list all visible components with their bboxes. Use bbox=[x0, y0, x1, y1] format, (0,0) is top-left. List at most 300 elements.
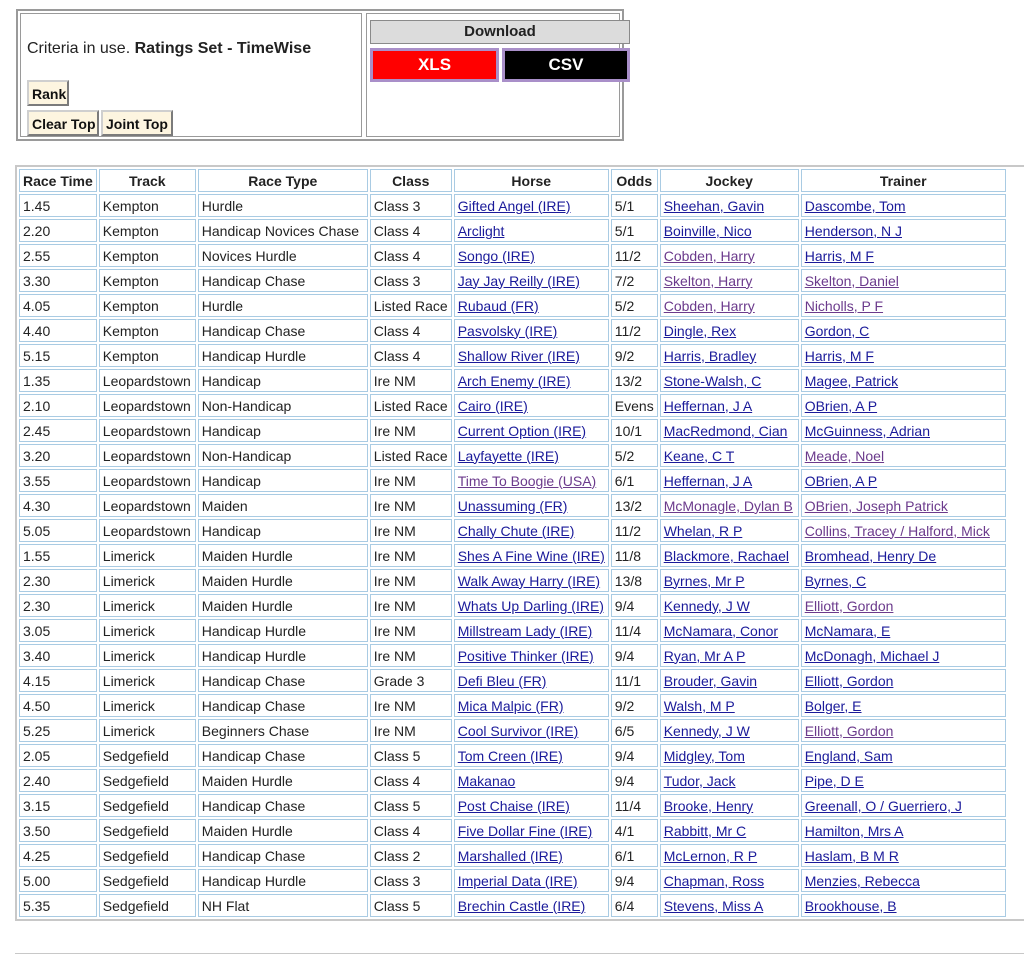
track-cell: Limerick bbox=[99, 594, 196, 617]
odds-cell: 9/4 bbox=[611, 744, 658, 767]
class-cell: Class 3 bbox=[370, 194, 452, 217]
jockey-link[interactable]: Stone-Walsh, C bbox=[663, 372, 762, 389]
track-cell: Sedgefield bbox=[99, 794, 196, 817]
trainer-link[interactable]: Henderson, N J bbox=[804, 222, 902, 239]
race-type-cell: Handicap Chase bbox=[198, 669, 368, 692]
race-type-cell: Maiden bbox=[198, 494, 368, 517]
jockey-link[interactable]: Tudor, Jack bbox=[663, 772, 736, 789]
trainer-cell bbox=[801, 269, 1006, 292]
rank-button[interactable]: Rank bbox=[27, 80, 69, 106]
trainer-link[interactable]: Bolger, E bbox=[804, 697, 862, 714]
race-time-cell: 4.05 bbox=[19, 294, 97, 317]
jockey-link[interactable]: McLernon, R P bbox=[663, 847, 758, 864]
jockey-link[interactable]: Kennedy, J W bbox=[663, 722, 750, 739]
horse-link[interactable]: Arch Enemy (IRE) bbox=[457, 372, 571, 389]
races-table-container bbox=[15, 165, 1024, 921]
horse-link[interactable]: Millstream Lady (IRE) bbox=[457, 622, 593, 639]
horse-link[interactable]: Tom Creen (IRE) bbox=[457, 747, 563, 764]
class-cell: Listed Race bbox=[370, 294, 452, 317]
jockey-link[interactable]: Midgley, Tom bbox=[663, 747, 745, 764]
jockey-cell bbox=[660, 294, 799, 317]
race-time-cell: 4.50 bbox=[19, 694, 97, 717]
track-cell: Kempton bbox=[99, 194, 196, 217]
jockey-cell bbox=[660, 894, 799, 917]
jockey-link[interactable]: Cobden, Harry bbox=[663, 297, 755, 314]
horse-link[interactable]: Layfayette (IRE) bbox=[457, 447, 559, 464]
jockey-link[interactable]: Dingle, Rex bbox=[663, 322, 737, 339]
jockey-link[interactable]: Ryan, Mr A P bbox=[663, 647, 746, 664]
trainer-cell bbox=[801, 769, 1006, 792]
race-type-cell: Non-Handicap bbox=[198, 444, 368, 467]
trainer-link[interactable]: McNamara, E bbox=[804, 622, 891, 639]
race-type-cell: Hurdle bbox=[198, 194, 368, 217]
class-cell: Ire NM bbox=[370, 569, 452, 592]
horse-cell bbox=[454, 869, 609, 892]
track-cell: Sedgefield bbox=[99, 744, 196, 767]
trainer-link[interactable]: Bromhead, Henry De bbox=[804, 547, 937, 564]
jockey-cell bbox=[660, 644, 799, 667]
jockey-cell bbox=[660, 394, 799, 417]
trainer-link[interactable]: OBrien, Joseph Patrick bbox=[804, 497, 948, 514]
joint-top-button[interactable]: Joint Top bbox=[101, 110, 173, 136]
trainer-cell bbox=[801, 469, 1006, 492]
horse-cell bbox=[454, 819, 609, 842]
trainer-cell bbox=[801, 644, 1006, 667]
race-type-cell: Maiden Hurdle bbox=[198, 544, 368, 567]
track-cell: Leopardstown bbox=[99, 519, 196, 542]
class-cell: Class 5 bbox=[370, 794, 452, 817]
odds-cell: 7/2 bbox=[611, 269, 658, 292]
class-cell: Class 5 bbox=[370, 894, 452, 917]
track-cell: Sedgefield bbox=[99, 819, 196, 842]
odds-cell: Evens bbox=[611, 394, 658, 417]
table-row bbox=[19, 744, 1006, 767]
table-row bbox=[19, 569, 1006, 592]
trainer-cell bbox=[801, 319, 1006, 342]
jockey-link[interactable]: McNamara, Conor bbox=[663, 622, 779, 639]
horse-link[interactable]: Walk Away Harry (IRE) bbox=[457, 572, 601, 589]
jockey-link[interactable]: Heffernan, J A bbox=[663, 472, 753, 489]
jockey-link[interactable]: Boinville, Nico bbox=[663, 222, 752, 239]
horse-cell bbox=[454, 569, 609, 592]
horse-link[interactable]: Gifted Angel (IRE) bbox=[457, 197, 571, 214]
odds-cell: 5/1 bbox=[611, 219, 658, 242]
class-cell: Ire NM bbox=[370, 469, 452, 492]
race-time-cell: 1.35 bbox=[19, 369, 97, 392]
race-time-cell: 5.35 bbox=[19, 894, 97, 917]
trainer-link[interactable]: Magee, Patrick bbox=[804, 372, 899, 389]
bottom-divider bbox=[15, 953, 1024, 954]
horse-link[interactable]: Makanao bbox=[457, 772, 516, 789]
horse-cell bbox=[454, 744, 609, 767]
class-cell: Class 4 bbox=[370, 219, 452, 242]
race-time-cell: 3.20 bbox=[19, 444, 97, 467]
trainer-cell bbox=[801, 844, 1006, 867]
horse-cell bbox=[454, 769, 609, 792]
class-cell: Listed Race bbox=[370, 444, 452, 467]
race-type-cell: Handicap Hurdle bbox=[198, 644, 368, 667]
trainer-link[interactable]: OBrien, A P bbox=[804, 472, 878, 489]
track-cell: Limerick bbox=[99, 569, 196, 592]
table-row bbox=[19, 244, 1006, 267]
jockey-link[interactable]: Chapman, Ross bbox=[663, 872, 765, 889]
race-time-cell: 3.30 bbox=[19, 269, 97, 292]
race-time-cell: 3.55 bbox=[19, 469, 97, 492]
horse-cell bbox=[454, 469, 609, 492]
race-type-cell: Maiden Hurdle bbox=[198, 594, 368, 617]
class-cell: Class 4 bbox=[370, 244, 452, 267]
horse-link[interactable]: Mica Malpic (FR) bbox=[457, 697, 564, 714]
horse-link[interactable]: Unassuming (FR) bbox=[457, 497, 568, 514]
track-cell: Kempton bbox=[99, 294, 196, 317]
jockey-cell bbox=[660, 219, 799, 242]
horse-cell bbox=[454, 494, 609, 517]
class-cell: Class 4 bbox=[370, 819, 452, 842]
horse-cell bbox=[454, 644, 609, 667]
class-cell: Class 2 bbox=[370, 844, 452, 867]
race-time-cell: 2.40 bbox=[19, 769, 97, 792]
race-time-cell: 2.30 bbox=[19, 594, 97, 617]
jockey-link[interactable]: Blackmore, Rachael bbox=[663, 547, 789, 564]
jockey-link[interactable]: Harris, Bradley bbox=[663, 347, 757, 364]
horse-link[interactable]: Cairo (IRE) bbox=[457, 397, 528, 414]
horse-cell bbox=[454, 619, 609, 642]
odds-cell: 6/1 bbox=[611, 469, 658, 492]
trainer-cell bbox=[801, 669, 1006, 692]
track-cell: Sedgefield bbox=[99, 769, 196, 792]
race-time-cell: 1.45 bbox=[19, 194, 97, 217]
horse-cell bbox=[454, 319, 609, 342]
odds-cell: 13/8 bbox=[611, 569, 658, 592]
race-time-cell: 4.30 bbox=[19, 494, 97, 517]
trainer-cell bbox=[801, 494, 1006, 517]
track-cell: Sedgefield bbox=[99, 869, 196, 892]
horse-link[interactable]: Post Chaise (IRE) bbox=[457, 797, 570, 814]
trainer-cell bbox=[801, 719, 1006, 742]
track-cell: Limerick bbox=[99, 669, 196, 692]
track-cell: Leopardstown bbox=[99, 469, 196, 492]
race-type-cell: Handicap bbox=[198, 519, 368, 542]
horse-link[interactable]: Pasvolsky (IRE) bbox=[457, 322, 558, 339]
trainer-link[interactable]: Elliott, Gordon bbox=[804, 672, 894, 689]
odds-cell: 11/4 bbox=[611, 619, 658, 642]
odds-cell: 11/2 bbox=[611, 319, 658, 342]
table-row bbox=[19, 894, 1006, 917]
odds-cell: 4/1 bbox=[611, 819, 658, 842]
odds-cell: 13/2 bbox=[611, 369, 658, 392]
track-cell: Leopardstown bbox=[99, 394, 196, 417]
jockey-cell bbox=[660, 744, 799, 767]
jockey-link[interactable]: Byrnes, Mr P bbox=[663, 572, 745, 589]
odds-cell: 5/1 bbox=[611, 194, 658, 217]
table-row bbox=[19, 694, 1006, 717]
table-row bbox=[19, 669, 1006, 692]
horse-link[interactable]: Current Option (IRE) bbox=[457, 422, 587, 439]
jockey-cell bbox=[660, 469, 799, 492]
race-type-cell: Handicap Chase bbox=[198, 794, 368, 817]
trainer-link[interactable]: Meade, Noel bbox=[804, 447, 885, 464]
race-time-cell: 4.40 bbox=[19, 319, 97, 342]
horse-cell bbox=[454, 344, 609, 367]
horse-link[interactable]: Five Dollar Fine (IRE) bbox=[457, 822, 593, 839]
jockey-cell bbox=[660, 619, 799, 642]
jockey-link[interactable]: Rabbitt, Mr C bbox=[663, 822, 747, 839]
trainer-cell bbox=[801, 444, 1006, 467]
jockey-cell bbox=[660, 819, 799, 842]
horse-cell bbox=[454, 444, 609, 467]
horse-link[interactable]: Defi Bleu (FR) bbox=[457, 672, 547, 689]
odds-cell: 6/1 bbox=[611, 844, 658, 867]
trainer-link[interactable]: OBrien, A P bbox=[804, 397, 878, 414]
jockey-cell bbox=[660, 844, 799, 867]
trainer-link[interactable]: Harris, M F bbox=[804, 347, 874, 364]
class-cell: Grade 3 bbox=[370, 669, 452, 692]
horse-cell bbox=[454, 669, 609, 692]
trainer-link[interactable]: Greenall, O / Guerriero, J bbox=[804, 797, 962, 814]
horse-link[interactable]: Time To Boogie (USA) bbox=[457, 472, 597, 489]
class-cell: Class 3 bbox=[370, 869, 452, 892]
race-type-cell: Maiden Hurdle bbox=[198, 569, 368, 592]
jockey-cell bbox=[660, 569, 799, 592]
odds-cell: 6/5 bbox=[611, 719, 658, 742]
race-time-cell: 2.10 bbox=[19, 394, 97, 417]
jockey-link[interactable]: MacRedmond, Cian bbox=[663, 422, 788, 439]
jockey-cell bbox=[660, 694, 799, 717]
horse-link[interactable]: Marshalled (IRE) bbox=[457, 847, 563, 864]
race-type-cell: Handicap bbox=[198, 419, 368, 442]
table-row bbox=[19, 719, 1006, 742]
jockey-link[interactable]: Skelton, Harry bbox=[663, 272, 753, 289]
horse-cell bbox=[454, 594, 609, 617]
class-cell: Ire NM bbox=[370, 644, 452, 667]
table-row bbox=[19, 494, 1006, 517]
horse-link[interactable]: Cool Survivor (IRE) bbox=[457, 722, 579, 739]
trainer-link[interactable]: Elliott, Gordon bbox=[804, 722, 894, 739]
table-row bbox=[19, 219, 1006, 242]
race-time-cell: 5.05 bbox=[19, 519, 97, 542]
jockey-cell bbox=[660, 244, 799, 267]
trainer-cell bbox=[801, 369, 1006, 392]
table-row bbox=[19, 844, 1006, 867]
trainer-link[interactable]: Haslam, B M R bbox=[804, 847, 899, 864]
table-row bbox=[19, 769, 1006, 792]
class-cell: Class 4 bbox=[370, 769, 452, 792]
track-cell: Limerick bbox=[99, 719, 196, 742]
table-row bbox=[19, 819, 1006, 842]
trainer-cell bbox=[801, 394, 1006, 417]
jockey-cell bbox=[660, 594, 799, 617]
class-cell: Class 5 bbox=[370, 744, 452, 767]
track-cell: Leopardstown bbox=[99, 444, 196, 467]
race-type-cell: Beginners Chase bbox=[198, 719, 368, 742]
table-row bbox=[19, 369, 1006, 392]
trainer-cell bbox=[801, 619, 1006, 642]
jockey-cell bbox=[660, 544, 799, 567]
table-row bbox=[19, 269, 1006, 292]
table-row bbox=[19, 619, 1006, 642]
horse-link[interactable]: Arclight bbox=[457, 222, 505, 239]
track-cell: Limerick bbox=[99, 694, 196, 717]
race-type-cell: Handicap Chase bbox=[198, 269, 368, 292]
trainer-link[interactable]: Pipe, D E bbox=[804, 772, 864, 789]
trainer-cell bbox=[801, 869, 1006, 892]
race-type-cell: Handicap Chase bbox=[198, 844, 368, 867]
odds-cell: 5/2 bbox=[611, 294, 658, 317]
header-race-type: Race Type bbox=[198, 169, 368, 192]
jockey-cell bbox=[660, 269, 799, 292]
trainer-link[interactable]: Elliott, Gordon bbox=[804, 597, 894, 614]
trainer-cell bbox=[801, 219, 1006, 242]
table-row bbox=[19, 794, 1006, 817]
race-type-cell: Maiden Hurdle bbox=[198, 769, 368, 792]
criteria-cell bbox=[20, 13, 362, 137]
jockey-link[interactable]: McMonagle, Dylan B bbox=[663, 497, 793, 514]
jockey-link[interactable]: Brooke, Henry bbox=[663, 797, 754, 814]
header-jockey: Jockey bbox=[660, 169, 799, 192]
horse-link[interactable]: Imperial Data (IRE) bbox=[457, 872, 578, 889]
trainer-link[interactable]: Collins, Tracey / Halford, Mick bbox=[804, 522, 990, 539]
criteria-panel bbox=[16, 9, 624, 141]
trainer-link[interactable]: Menzies, Rebecca bbox=[804, 872, 920, 889]
odds-cell: 13/2 bbox=[611, 494, 658, 517]
odds-cell: 11/2 bbox=[611, 244, 658, 267]
download-xls-button[interactable]: XLS bbox=[370, 48, 499, 82]
horse-cell bbox=[454, 244, 609, 267]
horse-link[interactable]: Rubaud (FR) bbox=[457, 297, 539, 314]
odds-cell: 10/1 bbox=[611, 419, 658, 442]
jockey-link[interactable]: Sheehan, Gavin bbox=[663, 197, 765, 214]
horse-link[interactable]: Whats Up Darling (IRE) bbox=[457, 597, 604, 614]
trainer-cell bbox=[801, 544, 1006, 567]
horse-link[interactable]: Positive Thinker (IRE) bbox=[457, 647, 594, 664]
table-row bbox=[19, 419, 1006, 442]
table-row bbox=[19, 644, 1006, 667]
table-row bbox=[19, 469, 1006, 492]
criteria-prefix: Criteria in use. bbox=[27, 40, 131, 57]
race-type-cell: Hurdle bbox=[198, 294, 368, 317]
track-cell: Leopardstown bbox=[99, 419, 196, 442]
download-header: Download bbox=[370, 20, 630, 44]
trainer-cell bbox=[801, 294, 1006, 317]
horse-cell bbox=[454, 369, 609, 392]
trainer-link[interactable]: Byrnes, C bbox=[804, 572, 867, 589]
race-time-cell: 2.20 bbox=[19, 219, 97, 242]
jockey-link[interactable]: Whelan, R P bbox=[663, 522, 743, 539]
race-time-cell: 5.25 bbox=[19, 719, 97, 742]
table-row bbox=[19, 319, 1006, 342]
horse-cell bbox=[454, 719, 609, 742]
jockey-link[interactable]: Heffernan, J A bbox=[663, 397, 753, 414]
race-type-cell: Non-Handicap bbox=[198, 394, 368, 417]
jockey-link[interactable]: Brouder, Gavin bbox=[663, 672, 758, 689]
jockey-cell bbox=[660, 494, 799, 517]
table-row bbox=[19, 519, 1006, 542]
horse-link[interactable]: Shes A Fine Wine (IRE) bbox=[457, 547, 605, 564]
trainer-link[interactable]: Gordon, C bbox=[804, 322, 870, 339]
track-cell: Limerick bbox=[99, 644, 196, 667]
race-type-cell: Handicap bbox=[198, 369, 368, 392]
header-class: Class bbox=[370, 169, 452, 192]
horse-link[interactable]: Chally Chute (IRE) bbox=[457, 522, 575, 539]
trainer-link[interactable]: Harris, M F bbox=[804, 247, 874, 264]
race-time-cell: 4.25 bbox=[19, 844, 97, 867]
table-row bbox=[19, 869, 1006, 892]
odds-cell: 9/4 bbox=[611, 769, 658, 792]
class-cell: Ire NM bbox=[370, 594, 452, 617]
odds-cell: 6/4 bbox=[611, 894, 658, 917]
trainer-link[interactable]: McDonagh, Michael J bbox=[804, 647, 940, 664]
trainer-link[interactable]: Nicholls, P F bbox=[804, 297, 884, 314]
jockey-cell bbox=[660, 719, 799, 742]
horse-cell bbox=[454, 194, 609, 217]
track-cell: Sedgefield bbox=[99, 894, 196, 917]
jockey-cell bbox=[660, 194, 799, 217]
odds-cell: 5/2 bbox=[611, 444, 658, 467]
race-type-cell: Handicap Chase bbox=[198, 694, 368, 717]
jockey-link[interactable]: Kennedy, J W bbox=[663, 597, 750, 614]
races-table-body bbox=[19, 194, 1006, 917]
jockey-link[interactable]: Stevens, Miss A bbox=[663, 897, 764, 914]
race-type-cell: Handicap Hurdle bbox=[198, 344, 368, 367]
trainer-link[interactable]: Hamilton, Mrs A bbox=[804, 822, 904, 839]
race-type-cell: Handicap Hurdle bbox=[198, 619, 368, 642]
track-cell: Kempton bbox=[99, 244, 196, 267]
race-time-cell: 3.40 bbox=[19, 644, 97, 667]
jockey-link[interactable]: Cobden, Harry bbox=[663, 247, 755, 264]
race-time-cell: 2.55 bbox=[19, 244, 97, 267]
horse-cell bbox=[454, 269, 609, 292]
trainer-link[interactable]: McGuinness, Adrian bbox=[804, 422, 930, 439]
horse-cell bbox=[454, 544, 609, 567]
clear-top-button[interactable]: Clear Top bbox=[27, 110, 99, 136]
jockey-link[interactable]: Keane, C T bbox=[663, 447, 735, 464]
jockey-link[interactable]: Walsh, M P bbox=[663, 697, 735, 714]
trainer-link[interactable]: England, Sam bbox=[804, 747, 893, 764]
trainer-link[interactable]: Brookhouse, B bbox=[804, 897, 897, 914]
horse-cell bbox=[454, 419, 609, 442]
race-time-cell: 3.05 bbox=[19, 619, 97, 642]
race-time-cell: 2.05 bbox=[19, 744, 97, 767]
horse-link[interactable]: Jay Jay Reilly (IRE) bbox=[457, 272, 580, 289]
trainer-link[interactable]: Dascombe, Tom bbox=[804, 197, 906, 214]
header-odds: Odds bbox=[611, 169, 658, 192]
class-cell: Ire NM bbox=[370, 619, 452, 642]
horse-cell bbox=[454, 519, 609, 542]
class-cell: Ire NM bbox=[370, 519, 452, 542]
race-time-cell: 2.45 bbox=[19, 419, 97, 442]
race-type-cell: Handicap Novices Chase bbox=[198, 219, 368, 242]
track-cell: Kempton bbox=[99, 269, 196, 292]
horse-link[interactable]: Shallow River (IRE) bbox=[457, 347, 580, 364]
jockey-cell bbox=[660, 419, 799, 442]
jockey-cell bbox=[660, 344, 799, 367]
track-cell: Kempton bbox=[99, 319, 196, 342]
horse-link[interactable]: Brechin Castle (IRE) bbox=[457, 897, 586, 914]
horse-cell bbox=[454, 844, 609, 867]
class-cell: Listed Race bbox=[370, 394, 452, 417]
horse-cell bbox=[454, 394, 609, 417]
header-track: Track bbox=[99, 169, 196, 192]
odds-cell: 9/2 bbox=[611, 694, 658, 717]
table-row bbox=[19, 294, 1006, 317]
download-csv-button[interactable]: CSV bbox=[502, 48, 630, 82]
horse-cell bbox=[454, 894, 609, 917]
odds-cell: 11/2 bbox=[611, 519, 658, 542]
trainer-link[interactable]: Skelton, Daniel bbox=[804, 272, 899, 289]
jockey-cell bbox=[660, 369, 799, 392]
odds-cell: 9/4 bbox=[611, 644, 658, 667]
horse-link[interactable]: Songo (IRE) bbox=[457, 247, 535, 264]
